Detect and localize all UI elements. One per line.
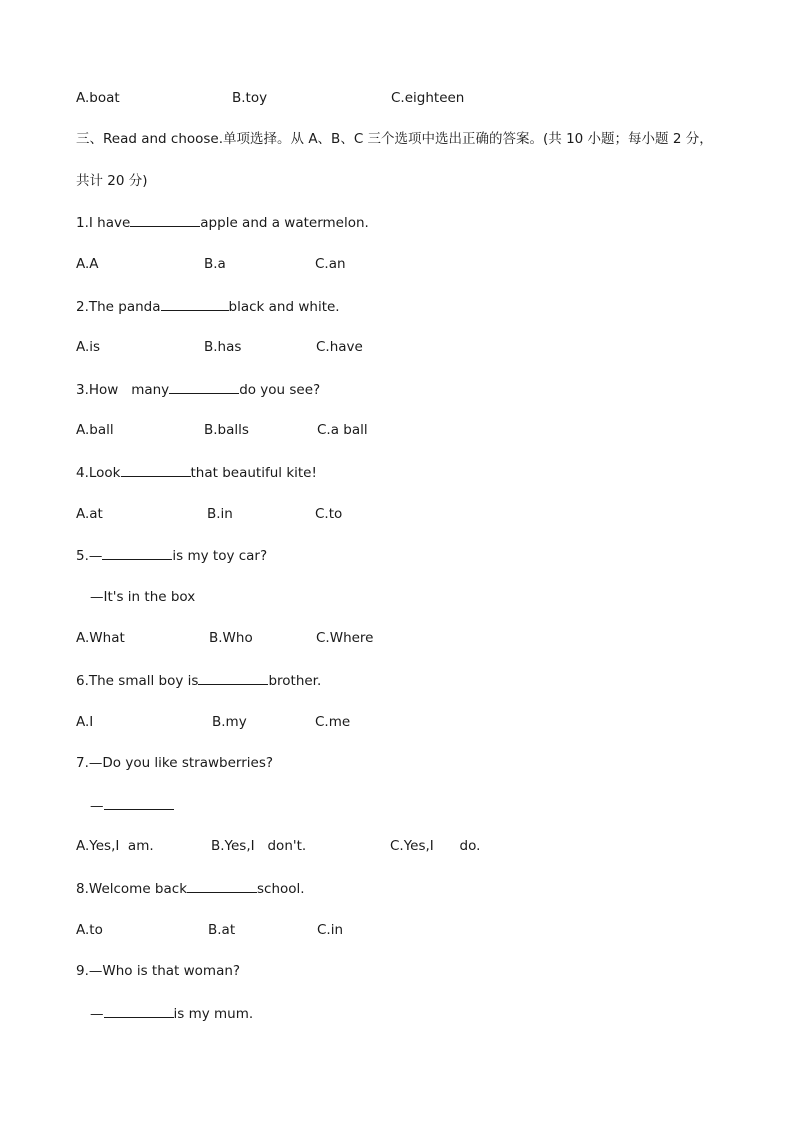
- question-7-reply: —: [90, 796, 174, 815]
- prev-option-c: C.eighteen: [391, 90, 465, 106]
- question-9-reply: — is my mum.: [90, 1006, 254, 1022]
- q1-option-c[interactable]: C.an: [315, 256, 346, 272]
- q8-option-b[interactable]: B.at: [208, 922, 236, 938]
- q4-option-a[interactable]: A.at: [76, 506, 103, 522]
- prev-option-b: B.toy: [232, 90, 268, 106]
- q5-option-c[interactable]: C.Where: [316, 630, 374, 646]
- section-title: 三、Read and choose.单项选择。从 A、B、C 三个选项中选出正确的答案。(共 10 小题；每小题 2 分，: [76, 131, 713, 147]
- q1-option-b[interactable]: B.a: [204, 256, 226, 272]
- q5-option-b[interactable]: B.Who: [209, 630, 253, 646]
- question-8: 8.Welcome back school.: [76, 881, 305, 897]
- q5-option-a[interactable]: A.What: [76, 630, 125, 646]
- q4-option-b[interactable]: B.in: [207, 506, 233, 522]
- question-9: 9.—Who is that woman?: [76, 963, 241, 979]
- answer-blank[interactable]: [104, 1004, 174, 1018]
- q3-option-a[interactable]: A.ball: [76, 422, 114, 438]
- answer-blank[interactable]: [104, 796, 174, 810]
- q2-option-a[interactable]: A.is: [76, 339, 101, 355]
- section-title-cont: 共计 20 分): [76, 173, 148, 189]
- q6-option-a[interactable]: A.I: [76, 714, 94, 730]
- answer-blank[interactable]: [169, 380, 239, 394]
- q7-option-a[interactable]: A.Yes,I am.: [76, 838, 154, 854]
- q7-option-c[interactable]: C.Yes,I do.: [390, 838, 481, 854]
- question-4: 4.Look that beautiful kite!: [76, 465, 317, 481]
- answer-blank[interactable]: [161, 297, 229, 311]
- q2-option-b[interactable]: B.has: [204, 339, 242, 355]
- answer-blank[interactable]: [130, 213, 200, 227]
- answer-blank[interactable]: [187, 879, 257, 893]
- answer-blank[interactable]: [102, 546, 172, 560]
- q3-option-b[interactable]: B.balls: [204, 422, 249, 438]
- q2-option-c[interactable]: C.have: [316, 339, 363, 355]
- prev-option-a: A.boat: [76, 90, 120, 106]
- q6-option-b[interactable]: B.my: [212, 714, 247, 730]
- q4-option-c[interactable]: C.to: [315, 506, 343, 522]
- question-5-reply: —It's in the box: [90, 589, 196, 605]
- q7-option-b[interactable]: B.Yes,I don't.: [211, 838, 307, 854]
- answer-blank[interactable]: [198, 671, 268, 685]
- q8-option-a[interactable]: A.to: [76, 922, 103, 938]
- question-3: 3.How many do you see?: [76, 382, 321, 398]
- question-5: 5.— is my toy car?: [76, 548, 268, 564]
- question-7: 7.—Do you like strawberries?: [76, 755, 274, 771]
- q1-option-a[interactable]: A.A: [76, 256, 99, 272]
- question-6: 6.The small boy is brother.: [76, 673, 322, 689]
- question-2: 2.The panda black and white.: [76, 299, 340, 315]
- question-1: 1.I have apple and a watermelon.: [76, 215, 369, 231]
- q3-option-c[interactable]: C.a ball: [317, 422, 368, 438]
- answer-blank[interactable]: [121, 463, 191, 477]
- q8-option-c[interactable]: C.in: [317, 922, 344, 938]
- q6-option-c[interactable]: C.me: [315, 714, 351, 730]
